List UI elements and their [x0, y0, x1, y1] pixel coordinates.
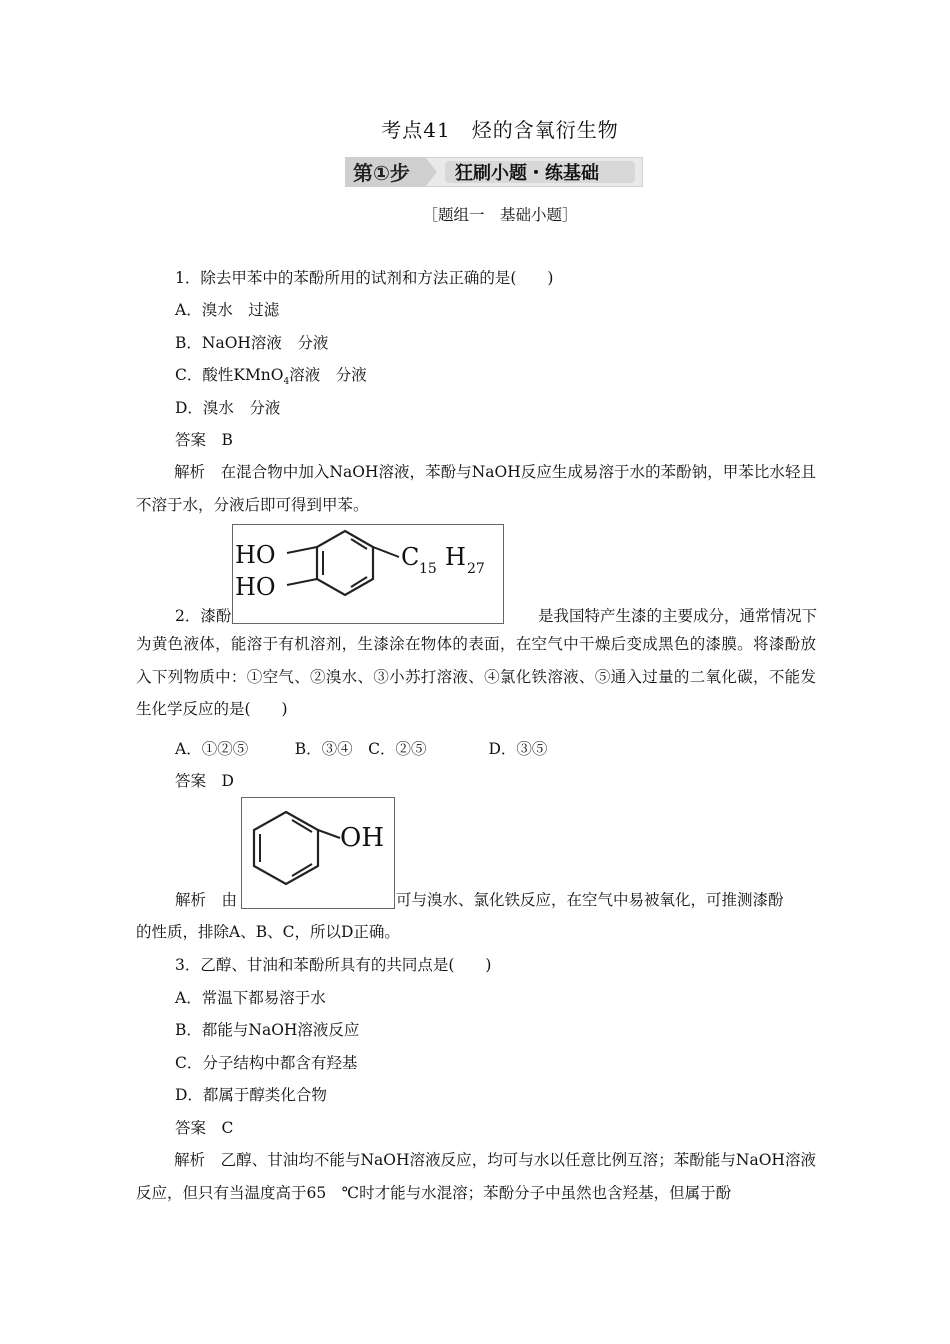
- q1-answer: 答案 B: [175, 431, 233, 449]
- q3-stem: 3．乙醇、甘油和苯酚所具有的共同点是( ): [175, 956, 492, 974]
- q1-option-a: A．溴水 过滤: [175, 301, 280, 319]
- phenol-structure: [241, 797, 395, 909]
- banner-step: 第①步: [353, 161, 410, 185]
- fig-c-sub: 15: [419, 561, 437, 577]
- q3-analysis-text: 解析 乙醇、甘油均不能与NaOH溶液反应，均可与水以任意比例互溶；苯酚能与NaOH溶液反应，但只有当温度高于65 ℃时才能与水混溶；苯酚分子中虽然也含羟基，但属于酚: [136, 1151, 816, 1202]
- fig-oh: OH: [340, 823, 384, 853]
- q1-stem: 1．除去甲苯中的苯酚所用的试剂和方法正确的是( ): [175, 269, 554, 287]
- q3-answer: 答案 C: [175, 1119, 234, 1137]
- q1-option-c-post: 溶液 分液: [289, 366, 367, 384]
- q1-analysis-text: 解析 在混合物中加入NaOH溶液，苯酚与NaOH反应生成易溶于水的苯酚钠，甲苯比水轻且不溶于水，分液后即可得到甲苯。: [136, 463, 816, 514]
- q2-lead: 2．漆酚: [175, 607, 232, 625]
- q1-option-c-sub: 4: [283, 377, 290, 388]
- fig-h: H: [445, 543, 466, 571]
- q2-options: A．①②⑤ B．③④ C．②⑤ D．③⑤: [175, 740, 548, 758]
- q1-analysis: [136, 456, 816, 521]
- step-banner: [345, 157, 643, 187]
- fig-h-sub: 27: [467, 561, 485, 577]
- q3-analysis: [136, 1144, 816, 1209]
- q3-option-b: B．都能与NaOH溶液反应: [175, 1021, 360, 1039]
- fig-ho-bottom: HO: [235, 573, 276, 601]
- page-title: 考点41 烃的含氧衍生物: [381, 118, 619, 142]
- fig-ho-top: HO: [235, 541, 276, 569]
- q2-analysis-after: 可与溴水、氯化铁反应，在空气中易被氧化，可推测漆酚: [396, 891, 784, 909]
- fig-c: C: [401, 543, 420, 571]
- q3-option-a: A．常温下都易溶于水: [175, 989, 326, 1007]
- q2-after: 是我国特产生漆的主要成分，通常情况下: [538, 607, 818, 625]
- q2-stem-rest: 为黄色液体，能溶于有机溶剂，生漆涂在物体的表面，在空气中干燥后变成黑色的漆膜。将漆酚放入下列物质中：①空气、②溴水、③小苏打溶液、④氯化铁溶液、⑤通入过量的二氧化碳，不能发生化学反应的是( ): [136, 635, 816, 718]
- q1-option-b: B．NaOH溶液 分液: [175, 334, 329, 352]
- q2-analysis-lead: 解析 由: [175, 891, 238, 909]
- banner-text: 狂刷小题・练基础: [455, 163, 599, 184]
- urushiol-structure: [232, 524, 504, 624]
- q1-option-c: [175, 363, 367, 387]
- group-heading: ［题组一 基础小题］: [422, 206, 578, 224]
- q2-analysis-rest: 的性质，排除A、B、C，所以D正确。: [136, 923, 400, 941]
- q1-option-c-pre: C．酸性KMnO: [175, 366, 284, 384]
- q3-option-c: C．分子结构中都含有羟基: [175, 1054, 358, 1072]
- q2-answer: 答案 D: [175, 772, 234, 790]
- q3-option-d: D．都属于醇类化合物: [175, 1086, 327, 1104]
- q1-option-d: D．溴水 分液: [175, 399, 281, 417]
